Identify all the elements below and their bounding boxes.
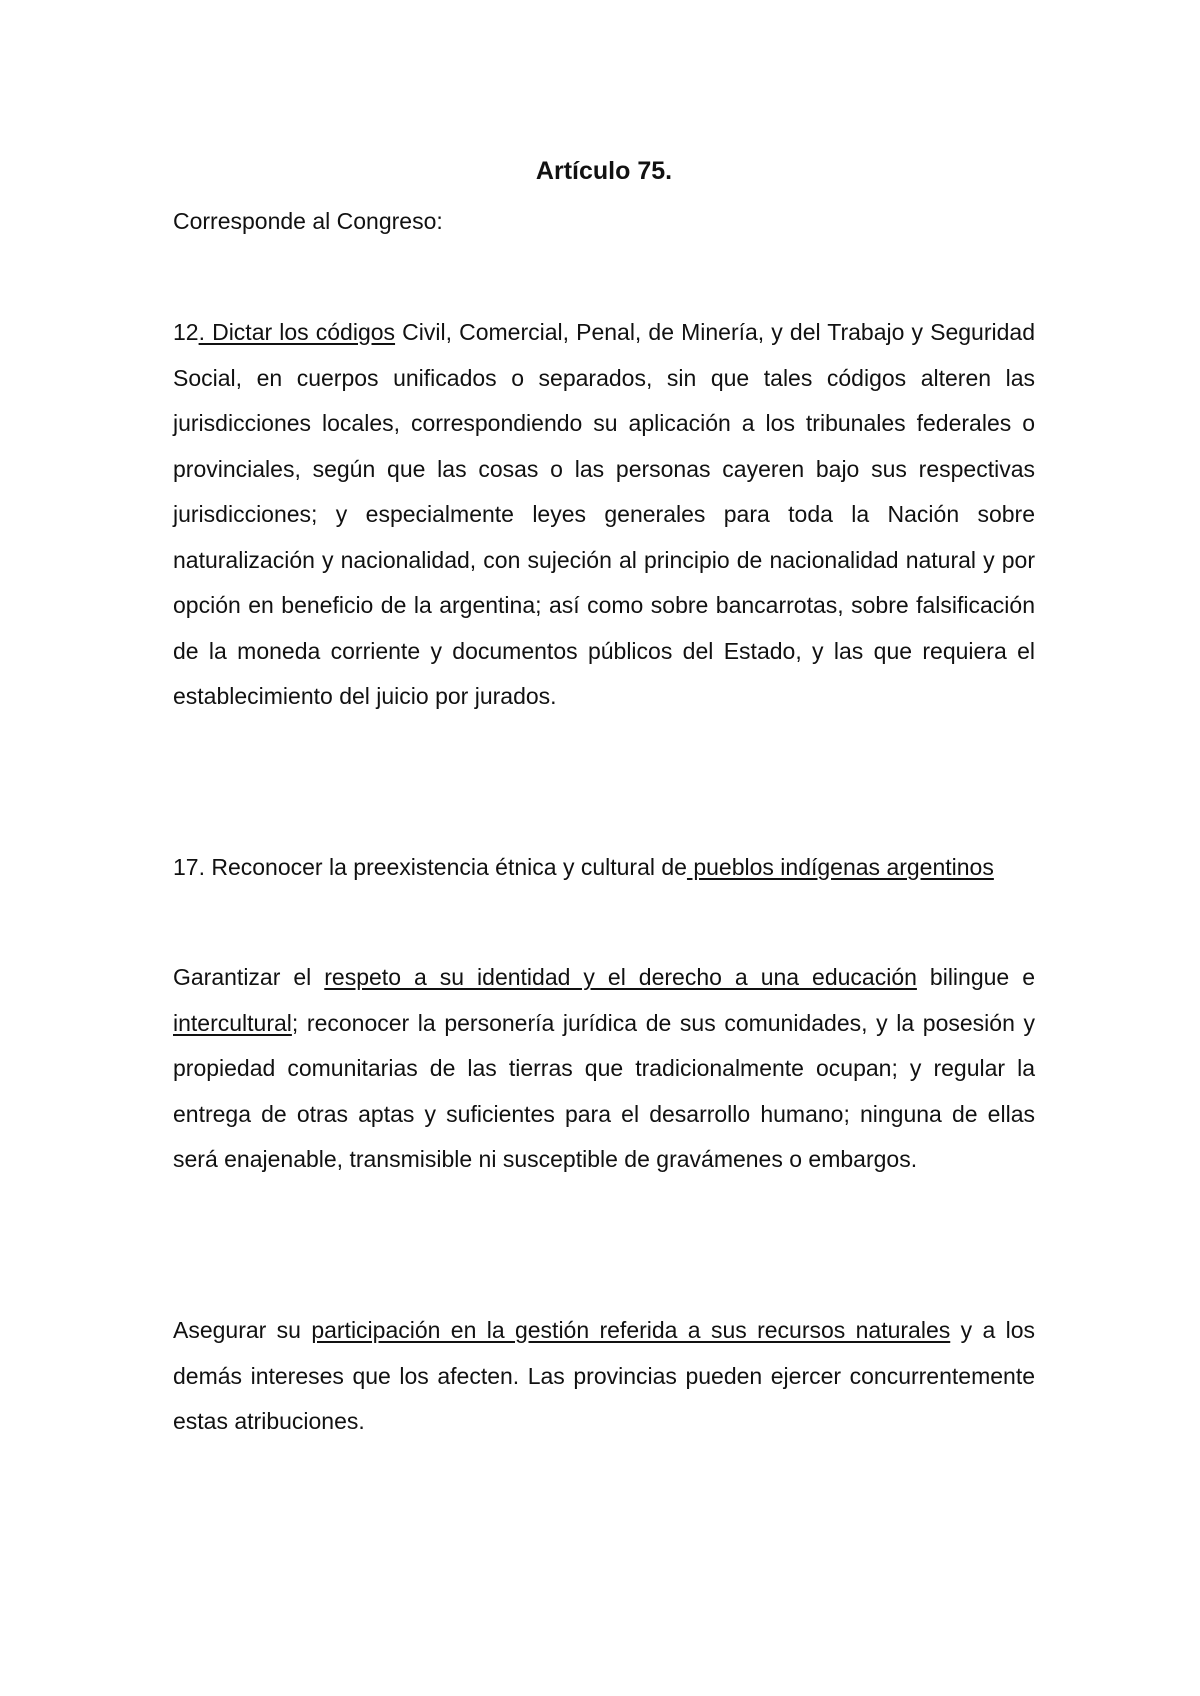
paragraph-guarantee (173, 955, 1035, 1183)
item-12-number: 12 (173, 319, 199, 345)
item-17-underlined: pueblos indígenas argentinos (686, 854, 994, 880)
guarantee-underlined-1: respeto a su identidad y el derecho a una educación (324, 964, 917, 990)
item-12-text: Civil, Comercial, Penal, de Minería, y del Trabajo y Seguridad Social, en cuerpos unificados o separados, sin que tales códigos alteren las jurisdicciones locales, correspondiendo su aplicación a los tribunales federales o provinciales, según que las cosas o las personas cayeren bajo sus respectivas jurisdicciones; y especialmente leyes generales para toda la Nación sobre naturalización y nacionalidad, con sujeción al principio de nacionalidad natural y por opción en beneficio de la argentina; así como sobre bancarrotas, sobre falsificación de la moneda corriente y documentos públicos del Estado, y las que requiera el establecimiento del juicio por jurados. (173, 319, 1035, 709)
ensure-lead: Asegurar su (173, 1317, 312, 1343)
guarantee-lead: Garantizar el (173, 964, 325, 990)
article-intro: Corresponde al Congreso: (173, 208, 443, 234)
item-17-text: 17. Reconocer la preexistencia étnica y cultural de (173, 854, 687, 880)
article-title: Artículo 75. (535, 157, 673, 185)
item-12-underlined: . Dictar los códigos (198, 319, 396, 345)
guarantee-mid: bilingue e (916, 964, 1035, 990)
guarantee-text: ; reconocer la personería jurídica de sus comunidades, y la posesión y propiedad comunitarias de las tierras que tradicionalmente ocupan; y regular la entrega de otras aptas y suficientes para el desarrollo humano; ninguna de ellas será enajenable, transmisible ni susceptible de gravámenes o embargos. (173, 1009, 1035, 1172)
ensure-text: y a los demás intereses que los afecten. Las provincias pueden ejercer concurrentemente estas atribuciones. (173, 1317, 1035, 1434)
paragraph-item-12 (173, 310, 1035, 720)
paragraph-ensure (173, 1308, 1035, 1445)
ensure-underlined: participación en la gestión referida a sus recursos naturales (311, 1317, 951, 1343)
paragraph-item-17 (173, 845, 1035, 891)
guarantee-underlined-2: intercultural (173, 1009, 292, 1036)
